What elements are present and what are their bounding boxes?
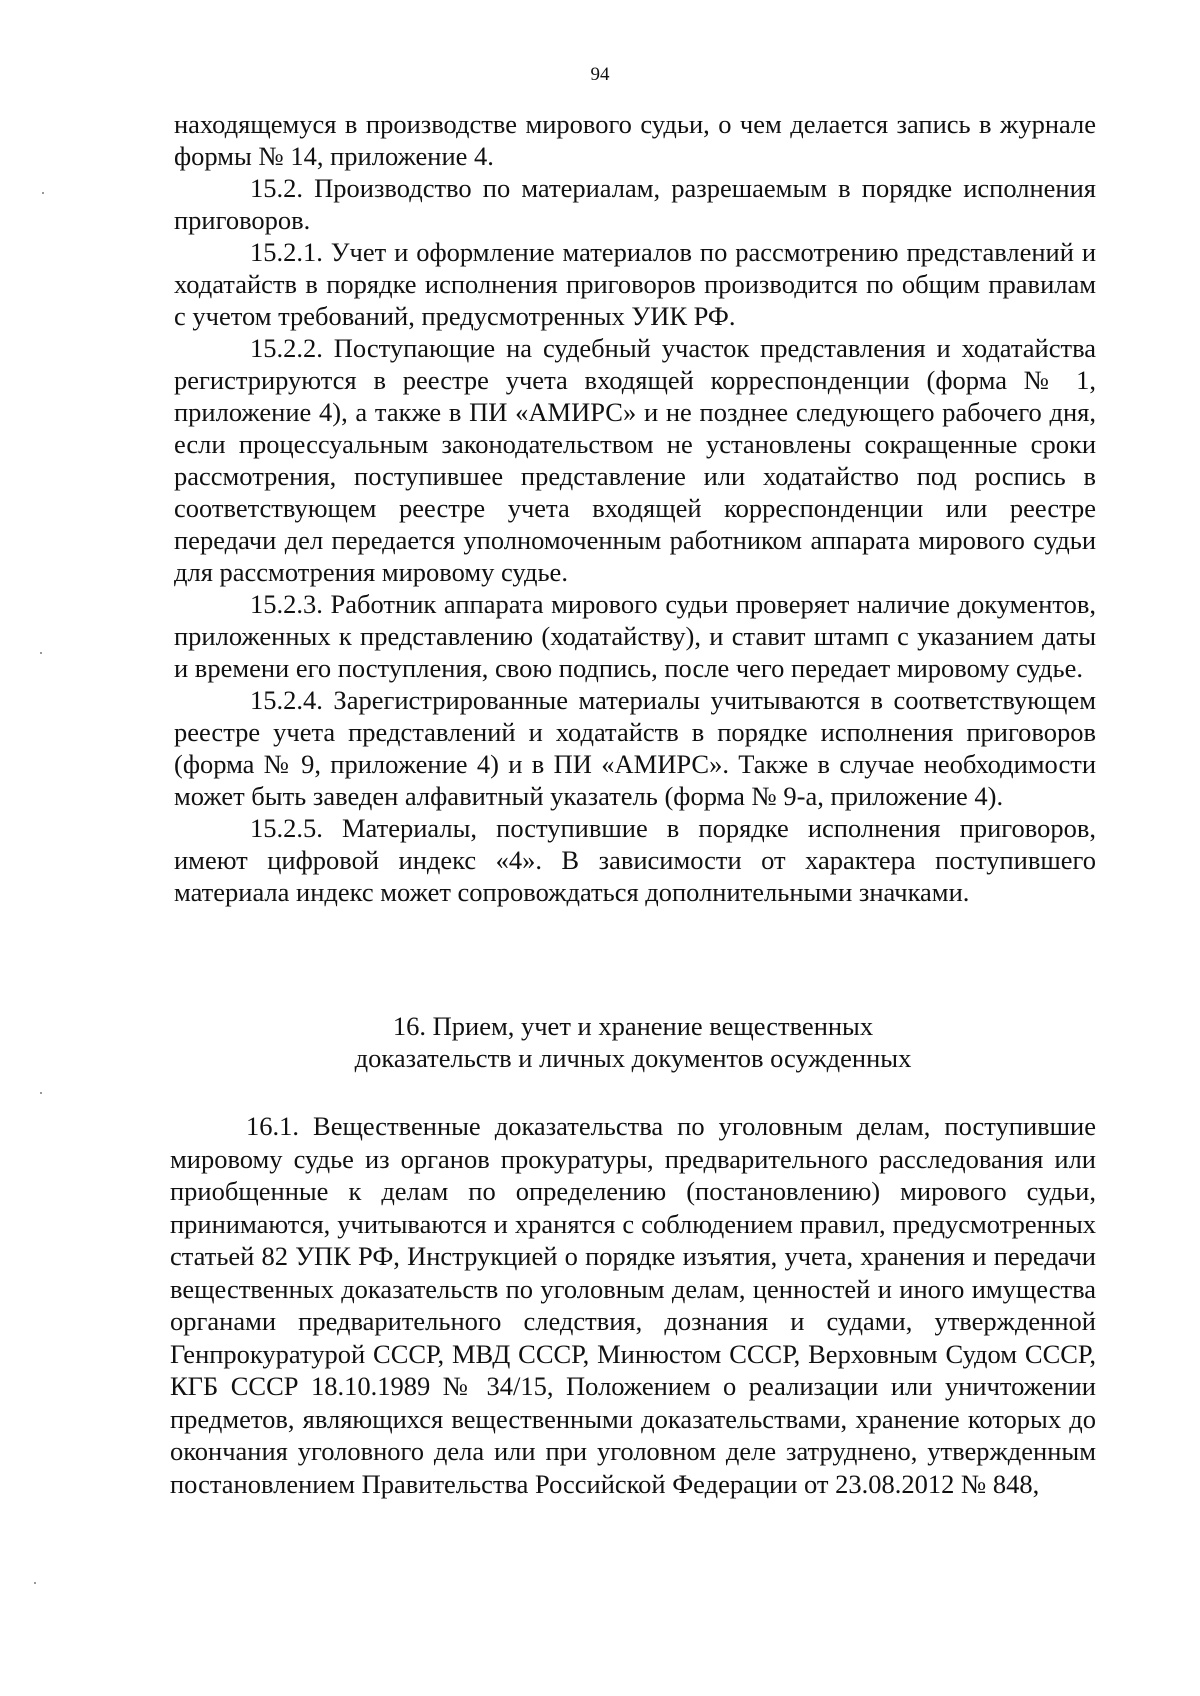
scan-artifact: [40, 1092, 42, 1094]
page-number: 94: [590, 64, 610, 85]
section-16-heading: [170, 1010, 1096, 1074]
paragraph-15-2-1: 15.2.1. Учет и оформление материалов по рассмотрению представлений и ходатайств в порядке исполнения приговоров производится по общим правилам с учетом требований, предусмотренных УИК РФ.: [174, 237, 1096, 331]
paragraph-15-2-4: 15.2.4. Зарегистрированные материалы учитываются в соответствующем реестре учета представлений и ходатайств в порядке исполнения приговоров (форма № 9, приложение 4) и в ПИ «АМИРС». Также в случае необходимости может быть заведен алфавитный указатель (форма № 9-а, приложение 4).: [174, 685, 1096, 811]
scan-artifact: [42, 192, 44, 194]
section-15-text: [174, 108, 1096, 908]
section-16-text: [170, 1110, 1096, 1500]
paragraph-15-2-2: 15.2.2. Поступающие на судебный участок представления и ходатайства регистрируются в реестре учета входящей корреспонденции (форма № 1, приложение 4), а также в ПИ «АМИРС» и не позднее следующего рабочего дня, если процессуальным законодательством не установлены сокращенные сроки рассмотрения, поступившее представление или ходатайство под роспись в соответствующем реестре учета входящей корреспонденции или реестре передачи дел передается уполномоченным работником аппарата мирового судьи для рассмотрения мировому судье.: [174, 333, 1096, 587]
heading-line-1: 16. Прием, учет и хранение вещественных: [392, 1011, 874, 1041]
paragraph-15-2: 15.2. Производство по материалам, разрешаемым в порядке исполнения приговоров.: [174, 173, 1096, 235]
paragraph-16-1: 16.1. Вещественные доказательства по уголовным делам, поступившие мировому судье из органов прокуратуры, предварительного расследования или приобщенные к делам по определению (постановлению) мирового судьи, принимаются, учитываются и хранятся с соблюдением правил, предусмотренных статьей 82 УПК РФ, Инструкцией о порядке изъятия, учета, хранения и передачи вещественных доказательств по уголовным делам, ценностей и иного имущества органами предварительного следствия, дознания и судами, утвержденной Генпрокуратурой СССР, МВД СССР, Минюстом СССР, Верховным Судом СССР, КГБ СССР 18.10.1989 № 34/15, Положением о реализации или уничтожении предметов, являющихся вещественными доказательствами, хранение которых до окончания уголовного дела или при уголовном деле затруднено, утвержденным постановлением Правительства Российской Федерации от 23.08.2012 № 848,: [170, 1111, 1096, 1499]
paragraph-15-2-5: 15.2.5. Материалы, поступившие в порядке исполнения приговоров, имеют цифровой индекс «4». В зависимости от характера поступившего материала индекс может сопровождаться дополнительными значками.: [174, 813, 1096, 907]
paragraph-continuation: находящемуся в производстве мирового судьи, о чем делается запись в журнале формы № 14, приложение 4.: [174, 109, 1096, 171]
scan-artifact: [40, 652, 42, 654]
heading-line-2: доказательств и личных документов осужденных: [354, 1043, 912, 1073]
paragraph-15-2-3: 15.2.3. Работник аппарата мирового судьи проверяет наличие документов, приложенных к представлению (ходатайству), и ставит штамп с указанием даты и времени его поступления, свою подпись, после чего передает мировому судье.: [174, 589, 1096, 683]
scan-artifact: [34, 1582, 36, 1584]
